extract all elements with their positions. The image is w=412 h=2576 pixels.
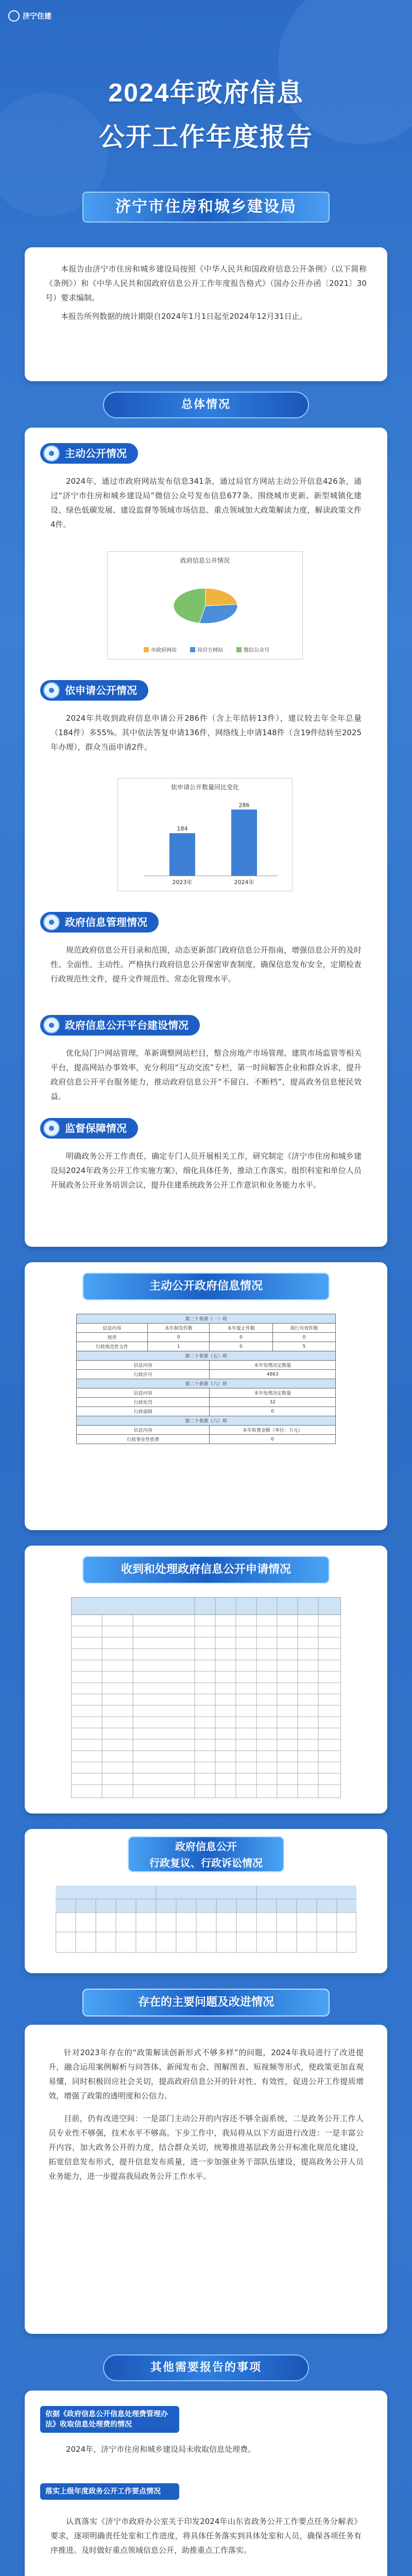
table-cell: 0 xyxy=(210,1435,336,1444)
bar-chart-title: 依申请公开数量同比变化 xyxy=(170,784,239,791)
tag-platform-building xyxy=(40,1015,200,1036)
other-item-2-text: 认真落实《济宁市政府办公室关于印发2024年山东省政务公开工作要点任务分解表》要求，逐项明确责任处室和工作进度，将具体任务落实到具体处室和人员，确保各项任务有序推进。及时做好重点领域信息公开，助推重点工作落实。 xyxy=(50,2517,362,2555)
section-banner-review xyxy=(128,1836,284,1872)
legend-label: 微信公众号 xyxy=(244,648,269,653)
management-text: 规范政府信息公开目录和范围，动态更新部门政府信息公开指南，增强信息公开的及时性、全面性、主动性。严格执行政府信息公开保密审查制度，确保信息发布安全，定期检查行政规范性文件，提升文件规范性、常态化管理水平。 xyxy=(50,945,362,984)
proactive-table xyxy=(76,1314,336,1444)
table-cell: 1 xyxy=(148,1342,210,1351)
review-banner-line1: 政府信息公开 xyxy=(175,1840,237,1853)
other-item-1-text: 2024年，济宁市住房和城乡建设局未收取信息处理费。 xyxy=(66,2445,256,2454)
table-cell: 0 xyxy=(272,1333,335,1342)
table-cell: 0 xyxy=(210,1342,272,1351)
other-item-1-tag: 依据《政府信息公开信息处理费管理办法》收取信息处理费的情况 xyxy=(40,2406,179,2433)
table-section-title: 第二十条第（五）项 xyxy=(77,1351,336,1361)
intro-card xyxy=(25,247,387,381)
table-row xyxy=(77,1407,336,1416)
pie-chart-title: 政府信息公开情况 xyxy=(180,557,230,564)
tag-info-management xyxy=(40,912,159,933)
table-header: 本年处理决定数量 xyxy=(210,1361,336,1370)
table-header: 信息内容 xyxy=(77,1361,210,1370)
bar-chart xyxy=(117,778,293,891)
other-item-2-tag: 落实上级年度政务公开工作要点情况 xyxy=(40,2483,179,2500)
table-header: 信息内容 xyxy=(77,1426,210,1435)
bar xyxy=(169,833,195,876)
bullet-icon xyxy=(43,682,60,699)
platform-text: 优化局门户网站管理，革新调整网站栏目，整合房地产市场管理、建筑市场监管等相关平台，提高网站办事效率，充分利用“互动交流”专栏，第一时间解答企业和群众诉求，提升政府信息公开平台服务能力，推动政府信息公开“不留白、不断档”，提高政务信息便民效益。 xyxy=(50,1048,362,1101)
section-banner-request-table: 收到和处理政府信息公开申请情况 xyxy=(82,1556,330,1584)
tag-label: 主动公开情况 xyxy=(65,447,127,460)
bar-value-label: 184 xyxy=(177,825,188,833)
table-header: 信息内容 xyxy=(77,1324,148,1333)
section-banner-proactive-table: 主动公开政府信息情况 xyxy=(82,1273,330,1300)
table-cell: 规章 xyxy=(77,1333,148,1342)
legend-swatch xyxy=(236,647,242,652)
tag-proactive-disclosure xyxy=(40,443,138,464)
pie-chart-svg xyxy=(108,562,302,660)
legend-label: 市政府网站 xyxy=(151,648,177,653)
tag-label: 政府信息公开平台建设情况 xyxy=(65,1019,188,1031)
table-cell: 行政规范性文件 xyxy=(77,1342,148,1351)
logo-text: 济宁住建 xyxy=(23,12,52,21)
table-cell: 4863 xyxy=(210,1370,336,1379)
overview-card xyxy=(25,428,387,1247)
tag-label: 政府信息管理情况 xyxy=(65,916,147,928)
request-text: 2024年共收到政府信息申请公开286件（含上年结转13件），建议较去年全年总量（184件）多55%。其中依法答复申请136件，网络线上申请148件（含19件结转至2025年办理），群众当面申请2件。 xyxy=(50,714,362,752)
table-cell: 行政处罚 xyxy=(77,1398,210,1407)
table-header: 本年废止件数 xyxy=(210,1324,272,1333)
table-section-title: 第二十条第（一）项 xyxy=(77,1314,336,1324)
legend-swatch xyxy=(144,647,149,652)
review-table-card xyxy=(25,1829,387,1973)
request-table-grid xyxy=(71,1597,341,1798)
section-banner-other: 其他需要报告的事项 xyxy=(103,2354,309,2381)
intro-paragraph-1: 本报告由济宁市住房和城乡建设局按照《中华人民共和国政府信息公开条例》（以下简称《条例》）和《中华人民共和国政府信息公开工作年度报告格式》（国办公开办函〔2021〕30号）要求编制。 xyxy=(45,264,367,302)
table-header: 本年制发件数 xyxy=(148,1324,210,1333)
bullet-icon xyxy=(43,1120,60,1137)
table-row xyxy=(77,1333,336,1342)
bar-category-label: 2024年 xyxy=(234,879,254,886)
legend-swatch xyxy=(190,647,195,652)
table-header: 本年收费金额（单位：万元） xyxy=(210,1426,336,1435)
logo-icon xyxy=(8,10,20,22)
table-cell: 行政事业性收费 xyxy=(77,1435,210,1444)
table-row xyxy=(77,1342,336,1351)
report-title-line1: 2024年政府信息 xyxy=(108,78,304,107)
supervision-text: 明确政务公开工作责任，确定专门人员开展相关工作，研究制定《济宁市住房和城乡建设局2024年政务公开工作实施方案》，细化具体任务，推动工作落实。组织科室和单位人员开展政务公开业务培训会议，提升住建系统政务公开工作意识和业务能力水平。 xyxy=(50,1151,362,1190)
report-title-line2: 公开工作年度报告 xyxy=(99,123,313,151)
legend-label: 局官方网站 xyxy=(197,648,223,653)
table-section-title: 第二十条第（六）项 xyxy=(77,1379,336,1388)
bar-value-label: 286 xyxy=(238,802,250,809)
table-cell: 行政许可 xyxy=(77,1370,210,1379)
table-cell: 行政强制 xyxy=(77,1407,210,1416)
report-subtitle: 济宁市住房和城乡建设局 xyxy=(82,192,330,223)
section-banner-problems: 存在的主要问题及改进情况 xyxy=(82,1989,330,2016)
bar xyxy=(231,809,257,876)
pie-slice xyxy=(205,588,237,606)
bar-category-label: 2023年 xyxy=(172,879,193,886)
table-header: 现行有效件数 xyxy=(272,1324,335,1333)
problems-paragraph-2: 目前，仍有改进空间：一是部门主动公开的内容还不够全面系统，二是政务公开工作人员专业性不够强，技术水平不够高。下步工作中，我局将从以下方面进行改进：一是丰富公开内容，加大政务公开的力度，结合群众关切，统筹推进基层政务公开标准化规范化建设，拓宽信息发布形式，提升信息发布质量，进一步加强业务干部队伍建设，提高政务公开人员业务能力，进一步提高我局政务公开工作水平。 xyxy=(48,2114,364,2181)
table-section-title: 第二十条第（八）项 xyxy=(77,1416,336,1426)
table-row xyxy=(77,1435,336,1444)
bullet-icon xyxy=(43,914,60,930)
table-row xyxy=(77,1370,336,1379)
proactive-table-card xyxy=(25,1262,387,1530)
problems-card xyxy=(25,2025,387,2334)
intro-paragraph-2: 本报告所列数据的统计期限自2024年1月1日起至2024年12月31日止。 xyxy=(61,312,307,321)
review-banner-line2: 行政复议、行政诉讼情况 xyxy=(149,1857,263,1869)
table-header: 本年处理决定数量 xyxy=(210,1388,336,1398)
review-table-grid xyxy=(56,1886,356,1953)
table-cell: 32 xyxy=(210,1398,336,1407)
pie-chart xyxy=(107,551,303,659)
table-header: 信息内容 xyxy=(77,1388,210,1398)
other-card xyxy=(25,2391,387,2576)
proactive-text: 2024年，通过市政府网站发布信息341条，通过局官方网站主动公开信息426条，通过“济宁市住房和城乡建设局”微信公众号发布信息677条。围绕城市更新、新型城镇化建设、绿色低碳发展、建设监督等领域市场信息、重点领域加大政策解读力度，解读政策文件4件。 xyxy=(50,477,362,529)
table-cell: 0 xyxy=(210,1333,272,1342)
table-cell: 0 xyxy=(148,1333,210,1342)
table-cell: 5 xyxy=(272,1342,335,1351)
bar-chart-svg xyxy=(118,791,292,891)
problems-paragraph-1: 针对2023年存在的“政策解读创新形式不够多样”的问题，2024年我局进行了改进提升，融合运用案例解析与问答体、新闻发布会、图解图表、短视频等形式，使政策更加直观易懂，同时积极回应社会关切，提高政府信息公开的针对性、有效性，促进公开工作提质增效，增强了政策的透明度和公信力。 xyxy=(48,2048,364,2100)
table-cell: 0 xyxy=(210,1407,336,1416)
tag-request-disclosure xyxy=(40,680,148,701)
tag-supervision xyxy=(40,1118,138,1139)
request-table-card xyxy=(25,1546,387,1814)
section-banner-overview: 总体情况 xyxy=(103,392,309,418)
bullet-icon xyxy=(43,1017,60,1033)
pie-slice xyxy=(174,588,205,623)
bullet-icon xyxy=(43,445,60,462)
tag-label: 监督保障情况 xyxy=(65,1122,127,1134)
tag-label: 依申请公开情况 xyxy=(65,684,137,697)
site-logo xyxy=(8,9,65,23)
table-row xyxy=(77,1398,336,1407)
